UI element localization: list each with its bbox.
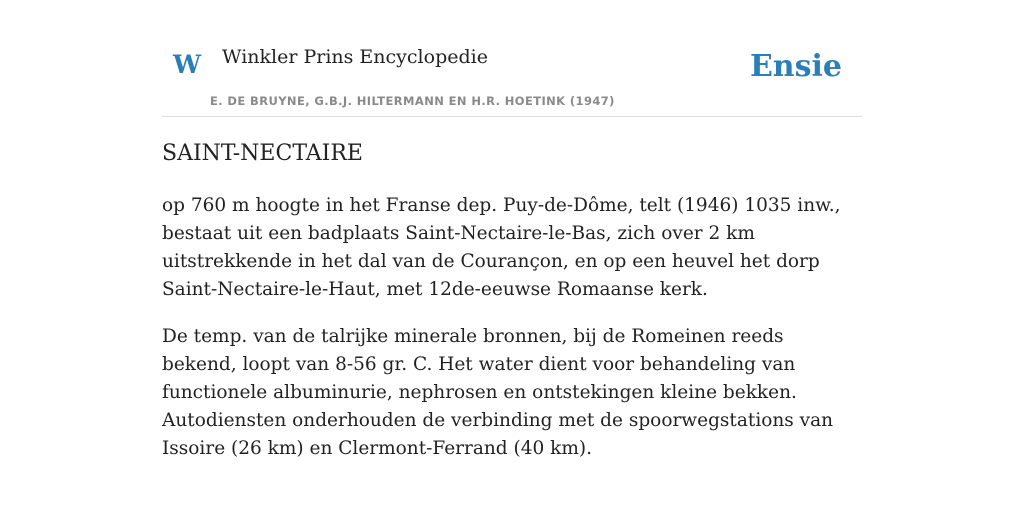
source-title[interactable]: Winkler Prins Encyclopedie xyxy=(222,46,488,68)
article-paragraph: op 760 m hoogte in het Franse dep. Puy-de-Dôme, telt (1946) 1035 inw., bestaat uit een badplaats Saint-Nectaire-le-Bas, zich over 2 km uitstrekkende in het dal van de Courançon, en op een heuvel het dorp Saint-Nectaire-le-Haut, met 12de-eeuwse Romaanse kerk. xyxy=(162,195,841,300)
source-authors: E. DE BRUYNE, G.B.J. HILTERMANN EN H.R. HOETINK (1947) xyxy=(210,94,615,108)
source-header xyxy=(162,0,862,117)
article-title: SAINT-NECTAIRE xyxy=(162,141,363,166)
ensie-logo-link[interactable]: Ensie xyxy=(749,49,842,84)
article-body xyxy=(162,192,862,482)
source-logo[interactable]: W xyxy=(173,50,202,79)
page-container xyxy=(162,0,862,459)
article-paragraph: De temp. van de talrijke minerale bronnen, bij de Romeinen reeds bekend, loopt van 8-56 gr. C. Het water dient voor behandeling van functionele albuminurie, nephrosen en ontstekingen kleine bekken. Autodiensten onderhouden de verbinding met de spoorwegstations van Issoire (26 km) en Clermont-Ferrand (40 km). xyxy=(162,326,834,459)
